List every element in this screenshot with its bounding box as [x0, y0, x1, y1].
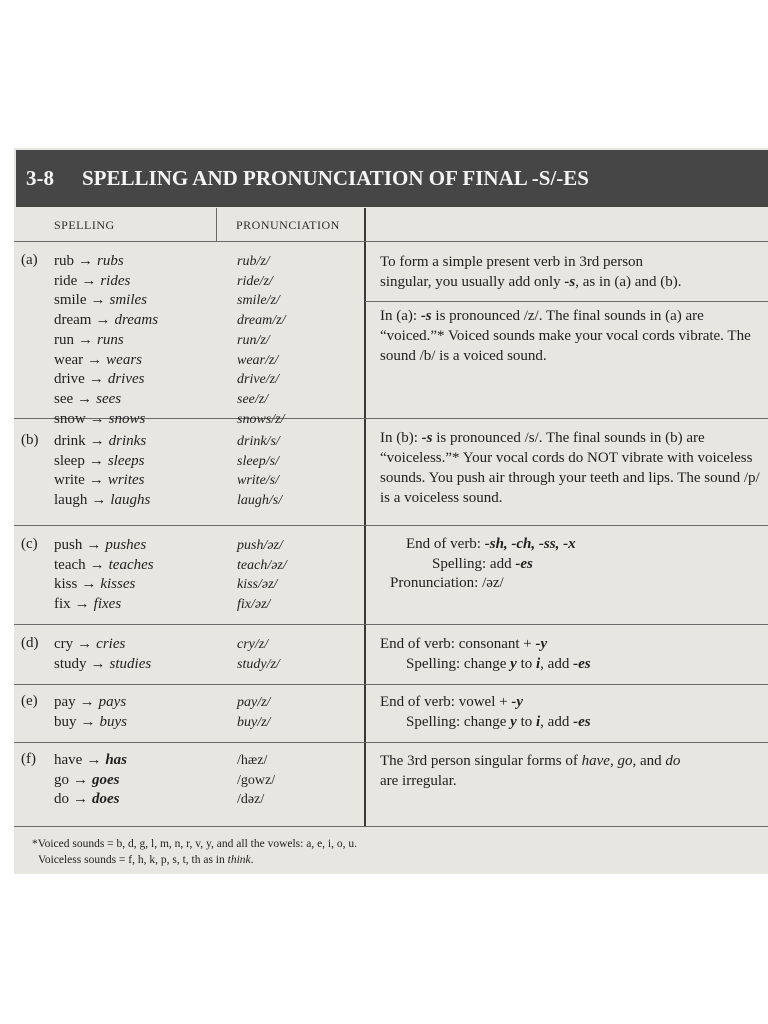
rule-value: -es: [515, 555, 533, 572]
rule-letter: y: [510, 713, 517, 730]
verb-base: teach: [54, 556, 86, 573]
text: is pronounced /z/. The final sounds in (a) are “voiced.”* Voiced sounds make your vocal cords vibrate. The sound /b/ is a voiced sound.: [380, 308, 751, 364]
verb-form: dreams: [114, 312, 159, 329]
verb-form: snows: [108, 410, 146, 427]
rule-label: Spelling: add: [432, 555, 516, 572]
verb-base: ride: [54, 272, 78, 289]
pronunciation-list: [237, 751, 275, 810]
chart-number: 3-8: [26, 166, 54, 190]
verb-spelling-row: [54, 790, 127, 810]
text: vibrate with voiceless sounds. You push air through your teeth and lips. The sound /p/ is a voiceless sound.: [380, 450, 760, 506]
rule-value: -es: [573, 713, 591, 730]
arrow-icon: →: [77, 636, 93, 652]
section-letter: (e): [21, 693, 38, 709]
section-letter: (a): [21, 252, 38, 268]
verb-base: go: [54, 771, 69, 788]
column-header-spelling: SPELLING: [54, 218, 115, 232]
verb-pronunciation: /dəz/: [237, 792, 265, 808]
verb-spelling-row: [54, 556, 154, 576]
text: are irregular.: [380, 773, 457, 789]
verb-pronunciation: ride/z/: [237, 273, 273, 289]
rule-label: Spelling: change: [406, 713, 511, 730]
suffix: -s: [564, 274, 576, 290]
rule-label: End of verb: consonant +: [380, 636, 536, 652]
arrow-icon: →: [81, 272, 97, 289]
verb-base: fix: [54, 596, 71, 613]
verb-pronunciation: see/z/: [237, 391, 269, 407]
verb-base: write: [54, 472, 85, 489]
rule-c: [390, 535, 576, 594]
verb-form: fixes: [93, 596, 122, 613]
text: is pronounced /s/. The final sounds in (b) are “voiceless.”* Your vocal cords do: [380, 430, 705, 466]
footnote-voiced: *Voiced sounds = b, d, g, l, m, n, r, v, y, and all the vowels: a, e, i, o, u.: [32, 838, 358, 850]
verb-pronunciation: wear/z/: [237, 352, 279, 368]
arrow-icon: →: [79, 694, 95, 710]
arrow-icon: →: [89, 410, 105, 427]
verb-pronunciation: snows/z/: [237, 411, 285, 427]
pronunciation-list: [237, 635, 280, 674]
verb-spelling-row: [54, 693, 127, 713]
arrow-icon: →: [73, 791, 88, 808]
text: In (b):: [380, 430, 422, 446]
explanation-a-voiced: [380, 306, 760, 366]
verb-form: goes: [92, 771, 120, 788]
verb-pronunciation: buy/z/: [237, 714, 271, 730]
suffix: -s: [421, 430, 433, 446]
verb-pronunciation: drink/s/: [237, 434, 280, 449]
text: , as in (a) and (b).: [575, 274, 682, 290]
verb-spelling-row: [54, 311, 158, 331]
arrow-icon: →: [91, 492, 107, 509]
verb-base: drink: [54, 433, 86, 449]
section-letter: (b): [21, 432, 39, 448]
pronunciation-list: [237, 432, 282, 511]
footnote-voiceless: [32, 852, 357, 868]
verb-spelling-row: [54, 655, 151, 675]
chart-title-bar: [16, 150, 768, 207]
verb-spelling-row: [54, 252, 158, 272]
verb-form: drinks: [108, 433, 147, 449]
arrow-icon: →: [86, 537, 102, 553]
arrow-icon: →: [86, 752, 102, 768]
verb-pronunciation: drive/z/: [237, 372, 279, 388]
arrow-icon: →: [89, 433, 105, 449]
verb-base: smile: [54, 292, 87, 309]
rule-label: Spelling: change: [406, 655, 511, 672]
verb-pronunciation: write/s/: [237, 473, 280, 489]
divider: [14, 241, 768, 242]
verb-pronunciation: study/z/: [237, 656, 280, 672]
verb: have, go,: [581, 753, 637, 769]
verb-form: studies: [109, 655, 152, 672]
verb-base: drive: [54, 371, 85, 388]
verb: do: [665, 753, 681, 769]
verb-form: sleeps: [107, 452, 145, 469]
verb-form: teaches: [108, 556, 154, 573]
text: singular, you usually add only: [380, 274, 565, 290]
verb-base: sleep: [54, 452, 85, 469]
verb-spelling-row: [54, 491, 150, 511]
column-header-pronunciation: PRONUNCIATION: [236, 218, 340, 232]
rule-label: Pronunciation: /əz/: [390, 575, 504, 591]
section-letter: (c): [21, 536, 38, 552]
verb-base: push: [54, 537, 83, 553]
verb-spelling-row: [54, 771, 127, 791]
explanation-f-irregular: [380, 751, 760, 791]
verb-spelling-row: [54, 331, 158, 351]
arrow-icon: →: [89, 556, 105, 573]
verb-form: pushes: [105, 537, 147, 553]
spelling-list: [54, 751, 127, 810]
verb-base: wear: [54, 351, 84, 368]
verb-form: rides: [100, 272, 131, 289]
rule-e: [380, 693, 591, 732]
verb-base: do: [54, 791, 69, 808]
pronunciation-list: [237, 252, 285, 429]
grammar-chart-page: [14, 148, 768, 874]
arrow-icon: →: [78, 331, 93, 348]
verb-base: run: [54, 331, 74, 348]
verb-form: writes: [107, 472, 145, 489]
rule-label: to: [516, 655, 536, 672]
verb-spelling-row: [54, 751, 127, 771]
arrow-icon: →: [87, 351, 103, 368]
rule-letter: y: [510, 655, 517, 672]
arrow-icon: →: [88, 452, 104, 469]
verb-base: kiss: [54, 576, 78, 593]
verb-pronunciation: teach/əz/: [237, 557, 287, 573]
verb-pronunciation: run/z/: [237, 332, 270, 348]
verb-form: buys: [99, 713, 127, 730]
verb-spelling-row: [54, 390, 158, 410]
example-word: think: [227, 854, 251, 866]
verb-pronunciation: sleep/s/: [237, 453, 279, 469]
rule-label: , add: [540, 655, 574, 672]
verb-spelling-row: [54, 575, 154, 595]
rule-label: , add: [540, 713, 574, 730]
verb-form: drives: [107, 371, 145, 388]
verb-spelling-row: [54, 595, 154, 615]
verb-spelling-row: [54, 410, 158, 430]
verb-pronunciation: /hæz/: [237, 753, 268, 768]
divider: [216, 208, 217, 241]
arrow-icon: →: [81, 576, 97, 593]
verb-form: has: [105, 752, 128, 768]
verb-form: laughs: [110, 492, 151, 509]
arrow-icon: →: [73, 771, 88, 788]
rule-letter: i: [536, 655, 541, 672]
verb-pronunciation: pay/z/: [237, 695, 271, 710]
verb-spelling-row: [54, 635, 151, 655]
arrow-icon: →: [95, 312, 111, 329]
text: Voiceless sounds = f, h, k, p, s, t, th as in: [38, 854, 228, 866]
explanation-b-voiceless: [380, 428, 760, 508]
verb-base: see: [54, 390, 74, 407]
verb-base: snow: [54, 410, 86, 427]
rule-value: -es: [573, 655, 591, 672]
arrow-icon: →: [80, 713, 96, 730]
suffix: -s: [420, 308, 432, 324]
verb-pronunciation: push/əz/: [237, 538, 283, 553]
verb-pronunciation: laugh/s/: [237, 493, 283, 509]
footnote: [32, 836, 357, 868]
verb-spelling-row: [54, 370, 158, 390]
verb-form: rubs: [97, 253, 124, 269]
rule-value: -y: [535, 636, 548, 652]
rule-letter: i: [536, 713, 541, 730]
spelling-list: [54, 536, 154, 615]
divider: [14, 826, 768, 827]
verb-form: cries: [96, 636, 126, 652]
rule-label: End of verb:: [406, 536, 485, 552]
spelling-list: [54, 635, 151, 674]
verb-form: wears: [106, 351, 142, 368]
verb-base: study: [54, 655, 87, 672]
divider: [14, 742, 768, 743]
verb-spelling-row: [54, 432, 150, 452]
arrow-icon: →: [78, 253, 93, 269]
verb-spelling-row: [54, 471, 150, 491]
rule-label: to: [516, 713, 536, 730]
verb-pronunciation: rub/z/: [237, 254, 270, 269]
verb-base: rub: [54, 253, 74, 269]
verb-base: dream: [54, 312, 92, 329]
verb-base: pay: [54, 694, 76, 710]
arrow-icon: →: [88, 472, 104, 489]
verb-base: have: [54, 752, 83, 768]
text: In (a):: [380, 308, 421, 324]
verb-spelling-row: [54, 452, 150, 472]
arrow-icon: →: [77, 390, 93, 407]
text: To form a simple present verb in 3rd person: [380, 254, 644, 270]
verb-pronunciation: smile/z/: [237, 293, 280, 309]
text: and: [636, 753, 666, 769]
rule-value: -y: [511, 694, 524, 710]
chart-title: SPELLING AND PRONUNCIATION OF FINAL -S/-ES: [82, 166, 589, 190]
verb-pronunciation: cry/z/: [237, 637, 269, 652]
verb-pronunciation: /gowz/: [237, 772, 276, 788]
verb-form: kisses: [100, 576, 136, 593]
pronunciation-list: [237, 536, 287, 615]
rule-label: End of verb: vowel +: [380, 694, 512, 710]
verb-form: smiles: [109, 292, 147, 309]
spelling-list: [54, 693, 127, 732]
verb-spelling-row: [54, 351, 158, 371]
pronunciation-list: [237, 693, 270, 732]
section-letter: (f): [21, 751, 36, 767]
verb-form: runs: [97, 331, 124, 348]
verb-form: does: [92, 791, 120, 808]
divider: [14, 525, 768, 526]
text: .: [250, 854, 254, 866]
section-letter: (d): [21, 635, 39, 651]
arrow-icon: →: [90, 655, 106, 672]
verb-pronunciation: kiss/əz/: [237, 577, 278, 593]
divider: [14, 624, 768, 625]
verb-form: sees: [96, 390, 122, 407]
verb-base: laugh: [54, 492, 88, 509]
explanation-a-general: [380, 252, 760, 292]
text: The 3rd person singular forms of: [380, 753, 582, 769]
divider: [14, 684, 768, 685]
verb-spelling-row: [54, 272, 158, 292]
verb-base: buy: [54, 713, 77, 730]
verb-pronunciation: dream/z/: [237, 313, 286, 329]
emphasis: NOT: [587, 450, 618, 466]
spelling-list: [54, 432, 150, 511]
verb-form: pays: [98, 694, 127, 710]
verb-pronunciation: fix/əz/: [237, 597, 271, 613]
verb-spelling-row: [54, 536, 154, 556]
spelling-list: [54, 252, 158, 429]
arrow-icon: →: [90, 292, 106, 309]
rule-value: -sh, -ch, -ss, -x: [484, 536, 576, 552]
rule-d: [380, 635, 591, 674]
verb-spelling-row: [54, 713, 127, 733]
verb-base: cry: [54, 636, 74, 652]
divider: [365, 301, 768, 302]
arrow-icon: →: [88, 371, 104, 388]
verb-spelling-row: [54, 291, 158, 311]
arrow-icon: →: [74, 596, 90, 613]
